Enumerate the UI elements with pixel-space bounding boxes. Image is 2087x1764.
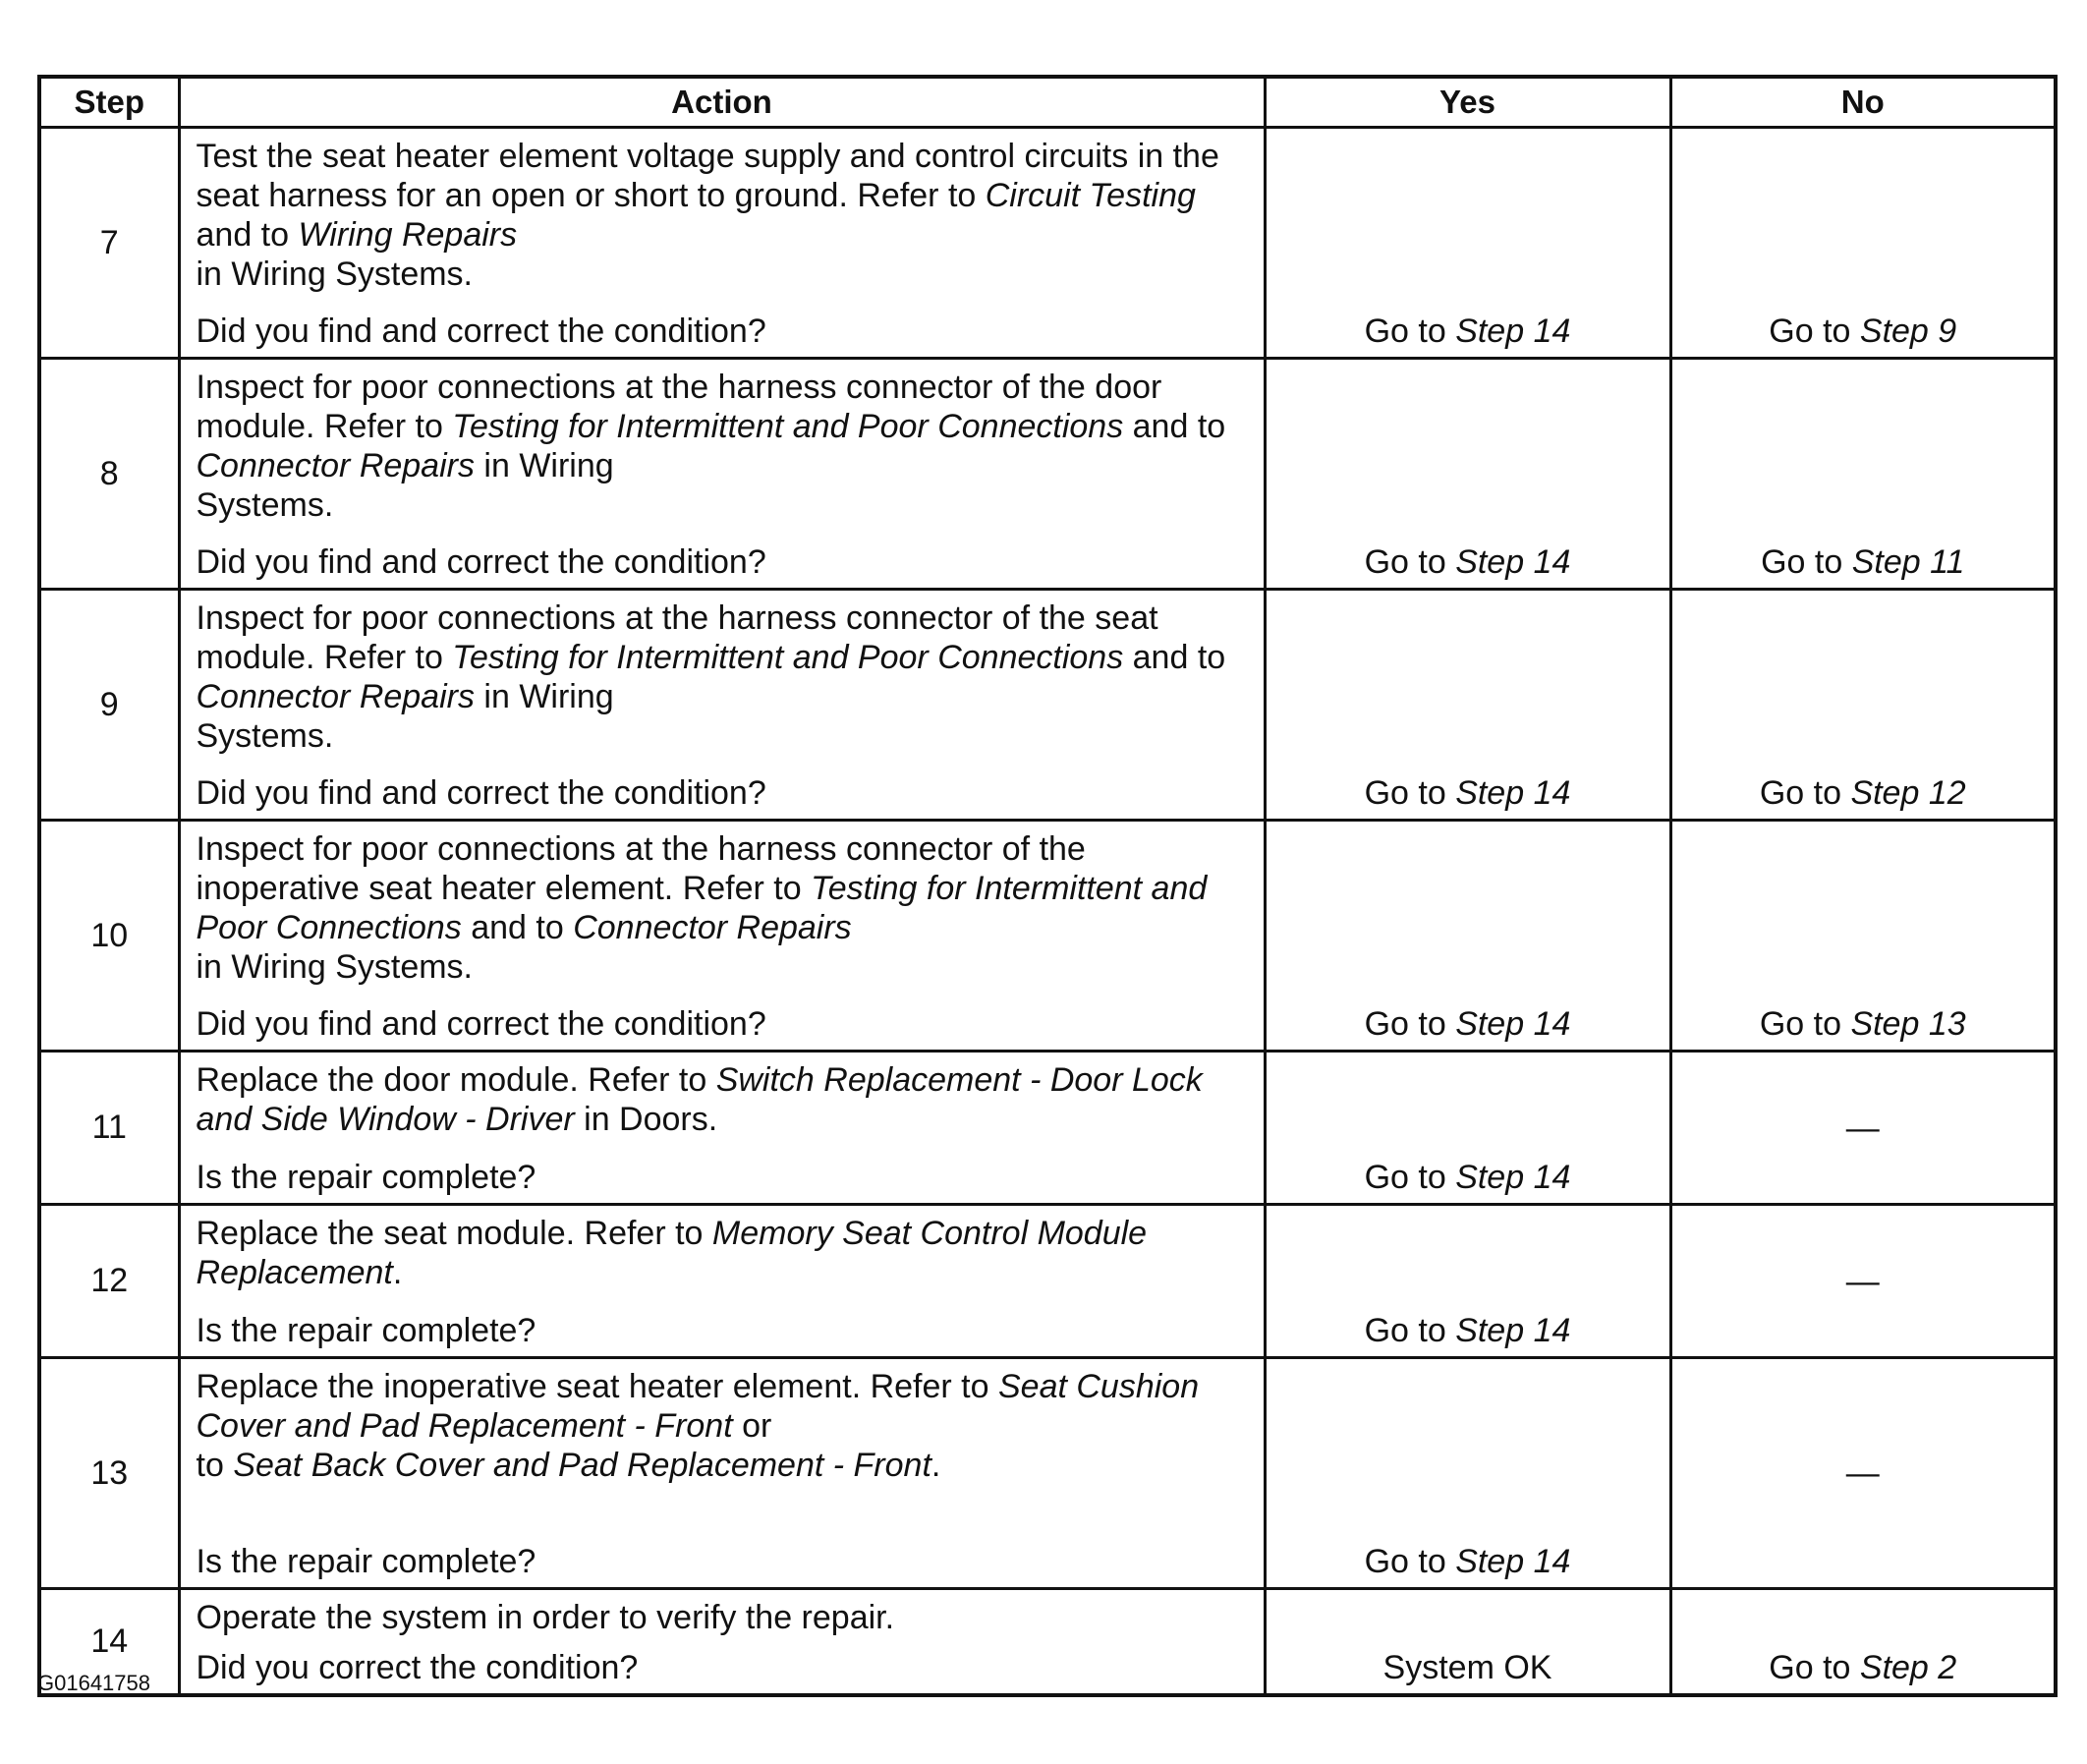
- header-step: Step: [39, 77, 179, 128]
- table-row: [39, 590, 2056, 821]
- text-segment: to: [196, 1447, 234, 1484]
- reference-link: Testing for Intermittent and Poor Connections: [452, 639, 1124, 676]
- text-segment: Replace the inoperative seat heater element. Refer to: [196, 1368, 998, 1405]
- text-segment: Go to: [1769, 313, 1860, 350]
- text-segment: Go to: [1364, 1312, 1456, 1349]
- text-segment: Replace the door module. Refer to: [196, 1061, 716, 1099]
- table-row: [39, 1052, 2056, 1205]
- text-segment: in Wiring Systems.: [196, 256, 473, 293]
- text-segment: Test the seat heater element voltage supply and control circuits in the seat harness for an open or short to ground. Refer to: [196, 138, 1219, 214]
- reference-link: Testing for Intermittent and Poor Connections: [452, 408, 1124, 445]
- reference-link: Step 14: [1455, 774, 1571, 812]
- no-result: [1670, 821, 2056, 1052]
- no-result: [1670, 359, 2056, 590]
- reference-link: Step 14: [1455, 1159, 1571, 1196]
- no-result: [1670, 1358, 2056, 1589]
- text-segment: in Wiring: [474, 678, 614, 715]
- text-segment: Operate the system in order to verify the repair.: [196, 1599, 895, 1636]
- text-segment: .: [931, 1447, 941, 1484]
- text-segment: Inspect for poor connections at the harness connector of the seat module. Refer to: [196, 599, 1158, 676]
- text-segment: Systems.: [196, 486, 334, 524]
- reference-link: Memory Seat Control Module Replacement: [196, 1215, 1148, 1291]
- reference-link: Step 2: [1859, 1649, 1957, 1686]
- reference-link: Seat Back Cover and Pad Replacement - Front: [233, 1447, 931, 1484]
- reference-link: Step 14: [1455, 543, 1571, 581]
- reference-link: Connector Repairs: [196, 678, 475, 715]
- reference-link: Step 9: [1859, 313, 1957, 350]
- reference-link: Seat Cushion Cover and Pad Replacement - Front: [196, 1368, 1200, 1445]
- step-number: 11: [39, 1052, 179, 1205]
- reference-link: Step 11: [1851, 543, 1965, 581]
- action-instruction: [197, 829, 1250, 987]
- action-instruction: [197, 1598, 1250, 1637]
- text-segment: Replace the seat module. Refer to: [196, 1215, 712, 1252]
- text-segment: and to: [461, 909, 574, 946]
- text-segment: —: [1845, 1109, 1880, 1147]
- reference-link: Step 14: [1455, 313, 1571, 350]
- reference-link: Switch Replacement - Door Lock and Side Window - Driver: [196, 1061, 1203, 1138]
- text-segment: Systems.: [196, 717, 334, 755]
- action-question: Did you find and correct the condition?: [196, 774, 766, 812]
- no-result: [1670, 590, 2056, 821]
- action-question: Did you find and correct the condition?: [196, 313, 766, 350]
- step-number: 10: [39, 821, 179, 1052]
- step-number: 8: [39, 359, 179, 590]
- header-row: [39, 77, 2056, 128]
- yes-result: [1265, 128, 1670, 359]
- action-question: Is the repair complete?: [196, 1543, 536, 1580]
- table-body: [39, 128, 2056, 1696]
- text-segment: —: [1845, 1454, 1880, 1492]
- text-segment: in Doors.: [574, 1101, 718, 1138]
- reference-link: Step 12: [1850, 774, 1966, 812]
- reference-link: Wiring Repairs: [298, 216, 518, 254]
- reference-link: Connector Repairs: [196, 447, 475, 484]
- action-question: Is the repair complete?: [196, 1312, 536, 1349]
- text-segment: Go to: [1759, 1005, 1851, 1043]
- action-instruction: [197, 1060, 1250, 1139]
- text-segment: Inspect for poor connections at the harness connector of the inoperative seat heater element. Refer to: [196, 830, 1086, 907]
- yes-result: [1265, 821, 1670, 1052]
- yes-result: [1265, 590, 1670, 821]
- table-row: [39, 821, 2056, 1052]
- action-cell: [179, 128, 1265, 359]
- table-row: [39, 1589, 2056, 1696]
- diagnostic-table: [37, 75, 2058, 1697]
- reference-link: Step 13: [1850, 1005, 1966, 1043]
- step-number: 12: [39, 1205, 179, 1358]
- reference-link: Connector Repairs: [573, 909, 852, 946]
- no-result: [1670, 1205, 2056, 1358]
- no-result: [1670, 1052, 2056, 1205]
- yes-result: [1265, 1589, 1670, 1696]
- step-number: 13: [39, 1358, 179, 1589]
- text-segment: Go to: [1364, 1005, 1456, 1043]
- reference-link: Circuit Testing: [985, 177, 1196, 214]
- yes-result: [1265, 1205, 1670, 1358]
- yes-result: [1265, 1358, 1670, 1589]
- table-row: [39, 1358, 2056, 1589]
- text-segment: Go to: [1364, 1543, 1456, 1580]
- figure-id: G01641758: [37, 1671, 150, 1695]
- text-segment: and to: [1123, 408, 1226, 445]
- action-question: Did you find and correct the condition?: [196, 1005, 766, 1043]
- text-segment: .: [392, 1254, 403, 1291]
- action-instruction: [197, 1367, 1250, 1485]
- text-segment: System OK: [1382, 1649, 1552, 1686]
- action-instruction: [197, 368, 1250, 525]
- header-no: No: [1670, 77, 2056, 128]
- step-number: 9: [39, 590, 179, 821]
- text-segment: and to: [1123, 639, 1226, 676]
- table-row: [39, 359, 2056, 590]
- yes-result: [1265, 1052, 1670, 1205]
- action-question: Is the repair complete?: [196, 1159, 536, 1196]
- text-segment: —: [1845, 1262, 1880, 1300]
- header-action: Action: [179, 77, 1265, 128]
- table-row: [39, 128, 2056, 359]
- text-segment: Go to: [1364, 543, 1456, 581]
- text-segment: Go to: [1364, 313, 1456, 350]
- action-question: Did you correct the condition?: [196, 1649, 639, 1686]
- action-cell: [179, 821, 1265, 1052]
- text-segment: Inspect for poor connections at the harness connector of the door module. Refer to: [196, 369, 1162, 445]
- text-segment: Go to: [1769, 1649, 1860, 1686]
- step-number: 7: [39, 128, 179, 359]
- reference-link: Step 14: [1455, 1005, 1571, 1043]
- yes-result: [1265, 359, 1670, 590]
- text-segment: Go to: [1364, 1159, 1456, 1196]
- table-row: [39, 1205, 2056, 1358]
- action-instruction: [197, 598, 1250, 756]
- reference-link: Testing for Intermittent and Poor Connections: [196, 870, 1208, 946]
- action-cell: [179, 359, 1265, 590]
- action-cell: [179, 590, 1265, 821]
- text-segment: or: [732, 1407, 772, 1445]
- action-cell: [179, 1205, 1265, 1358]
- action-instruction: [197, 1214, 1250, 1292]
- reference-link: Step 14: [1455, 1312, 1571, 1349]
- text-segment: in Wiring: [474, 447, 614, 484]
- text-segment: Go to: [1759, 774, 1851, 812]
- text-segment: Go to: [1364, 774, 1456, 812]
- text-segment: Go to: [1761, 543, 1852, 581]
- no-result: [1670, 1589, 2056, 1696]
- reference-link: Step 14: [1455, 1543, 1571, 1580]
- header-yes: Yes: [1265, 77, 1670, 128]
- action-cell: [179, 1589, 1265, 1696]
- action-question: Did you find and correct the condition?: [196, 543, 766, 581]
- no-result: [1670, 128, 2056, 359]
- text-segment: in Wiring Systems.: [196, 948, 473, 986]
- action-cell: [179, 1358, 1265, 1589]
- step-number: 14: [39, 1589, 179, 1696]
- text-segment: and to: [196, 216, 299, 254]
- action-instruction: [197, 137, 1250, 294]
- action-cell: [179, 1052, 1265, 1205]
